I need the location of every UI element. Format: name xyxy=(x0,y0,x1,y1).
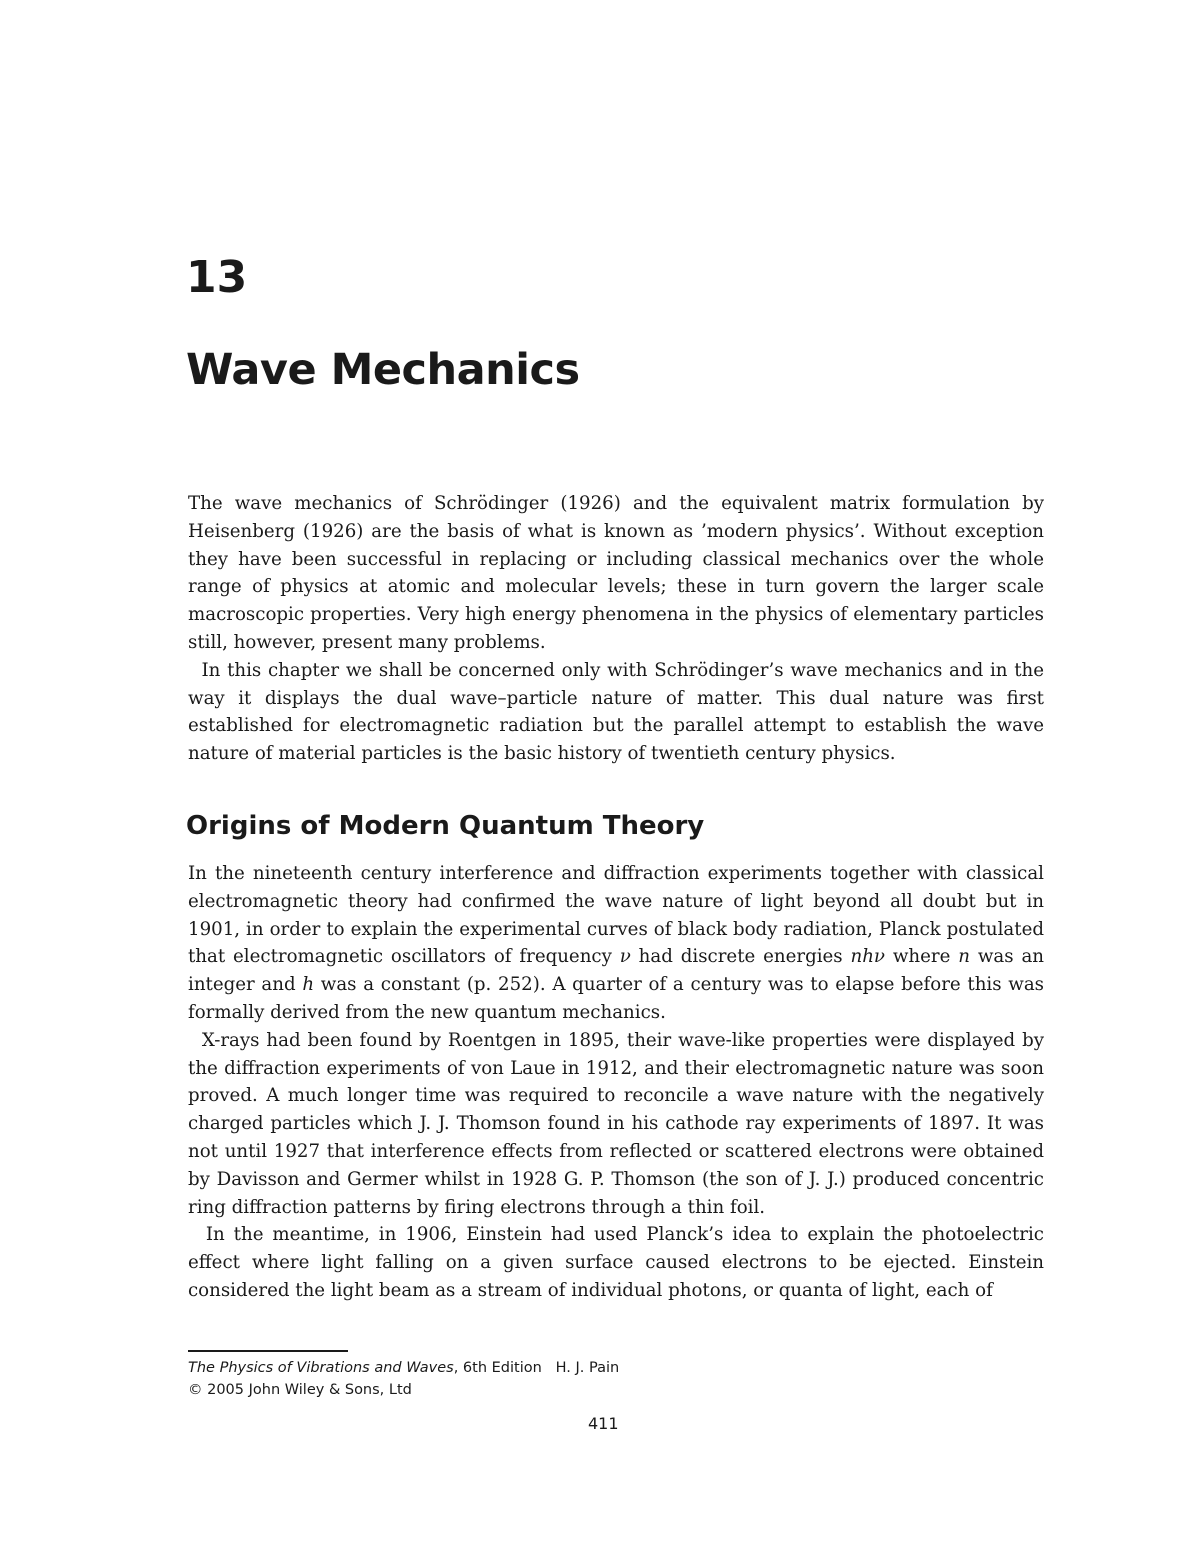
section-paragraph-2-text: X-rays had been found by Roentgen in 1895, their wave-like properties were displayed by the diffraction experiments of von Laue in 1912, and their electromagnetic nature was soon proved. A much longer time was required to reconcile a wave nature with the negatively charged particles which J. J. Thomson found in his cathode ray experiments of 1897. It was not until 1927 that interference effects from reflected or scattered electrons were obtained by Davisson and Germer whilst in 1928 G. P. Thomson (the son of J. J.) produced concentric ring diffraction patterns by firing electrons through a thin foil. xyxy=(188,1029,1044,1218)
symbol-h: h xyxy=(302,974,315,996)
footnote-citation xyxy=(188,1357,619,1379)
section-paragraph-3-text: In the meantime, in 1906, Einstein had used Planck’s idea to explain the photoelectric effect where light falling on a given surface caused electrons to be ejected. Einstein considered the light beam as a stream of individual photons, or quanta of light, each of xyxy=(188,1224,1044,1301)
section-paragraph-3 xyxy=(188,1221,1044,1304)
section-paragraph-2 xyxy=(188,1027,1044,1222)
p1-text-a: In the nineteenth century interference and diffraction experiments together with classical electromagnetic theory had confirmed the wave nature of light beyond all doubt but in 1901, in order to explain the experimental curves of black body radiation, Planck postulated that electromagnetic oscillators of frequency xyxy=(188,863,1044,968)
p1-text-c: where xyxy=(884,946,959,968)
copyright-line: © 2005 John Wiley & Sons, Ltd xyxy=(188,1382,412,1398)
book-author: H. J. Pain xyxy=(555,1360,620,1376)
intro-paragraph-2-text: In this chapter we shall be concerned only with Schrödinger’s wave mechanics and in the way it displays the dual wave–particle nature of matter. This dual nature was first established for electromagnetic radiation but the parallel attempt to establish the wave nature of material particles is the basic history of twentieth century physics. xyxy=(188,659,1044,765)
intro-paragraph-1: The wave mechanics of Schrödinger (1926) and the equivalent matrix formulation by Heisenberg (1926) are the basis of what is known as ’modern physics’. Without exception they have been successful in replacing or including classical mechanics over the whole range of physics at atomic and molecular levels; these in turn govern the larger scale macroscopic properties. Very high energy phenomena in the physics of elementary particles still, however, present many problems. xyxy=(188,493,1044,653)
symbol-nhnu: nhν xyxy=(850,946,885,968)
section-paragraph-1 xyxy=(188,860,1044,1027)
chapter-title: Wave Mechanics xyxy=(186,345,580,395)
book-title: The Physics of Vibrations and Waves xyxy=(188,1360,454,1376)
p1-text-b: had discrete energies xyxy=(630,946,851,968)
footnote-divider xyxy=(188,1350,348,1352)
p1-text-d: was an integer and xyxy=(188,946,1044,996)
book-edition: , 6th Edition xyxy=(453,1360,542,1376)
p1-text-e: was a constant (p. 252). A quarter of a century was to elapse before this was formally derived from the new quantum mechanics. xyxy=(188,974,1045,1023)
symbol-n: n xyxy=(958,946,970,968)
intro-paragraph-2 xyxy=(188,657,1044,768)
footnote xyxy=(188,1357,619,1401)
page-number: 411 xyxy=(588,1414,619,1433)
intro-text xyxy=(188,490,1044,768)
section-text xyxy=(188,860,1044,1305)
chapter-number: 13 xyxy=(186,252,248,303)
section-heading: Origins of Modern Quantum Theory xyxy=(186,811,705,841)
symbol-nu: ν xyxy=(619,946,631,968)
